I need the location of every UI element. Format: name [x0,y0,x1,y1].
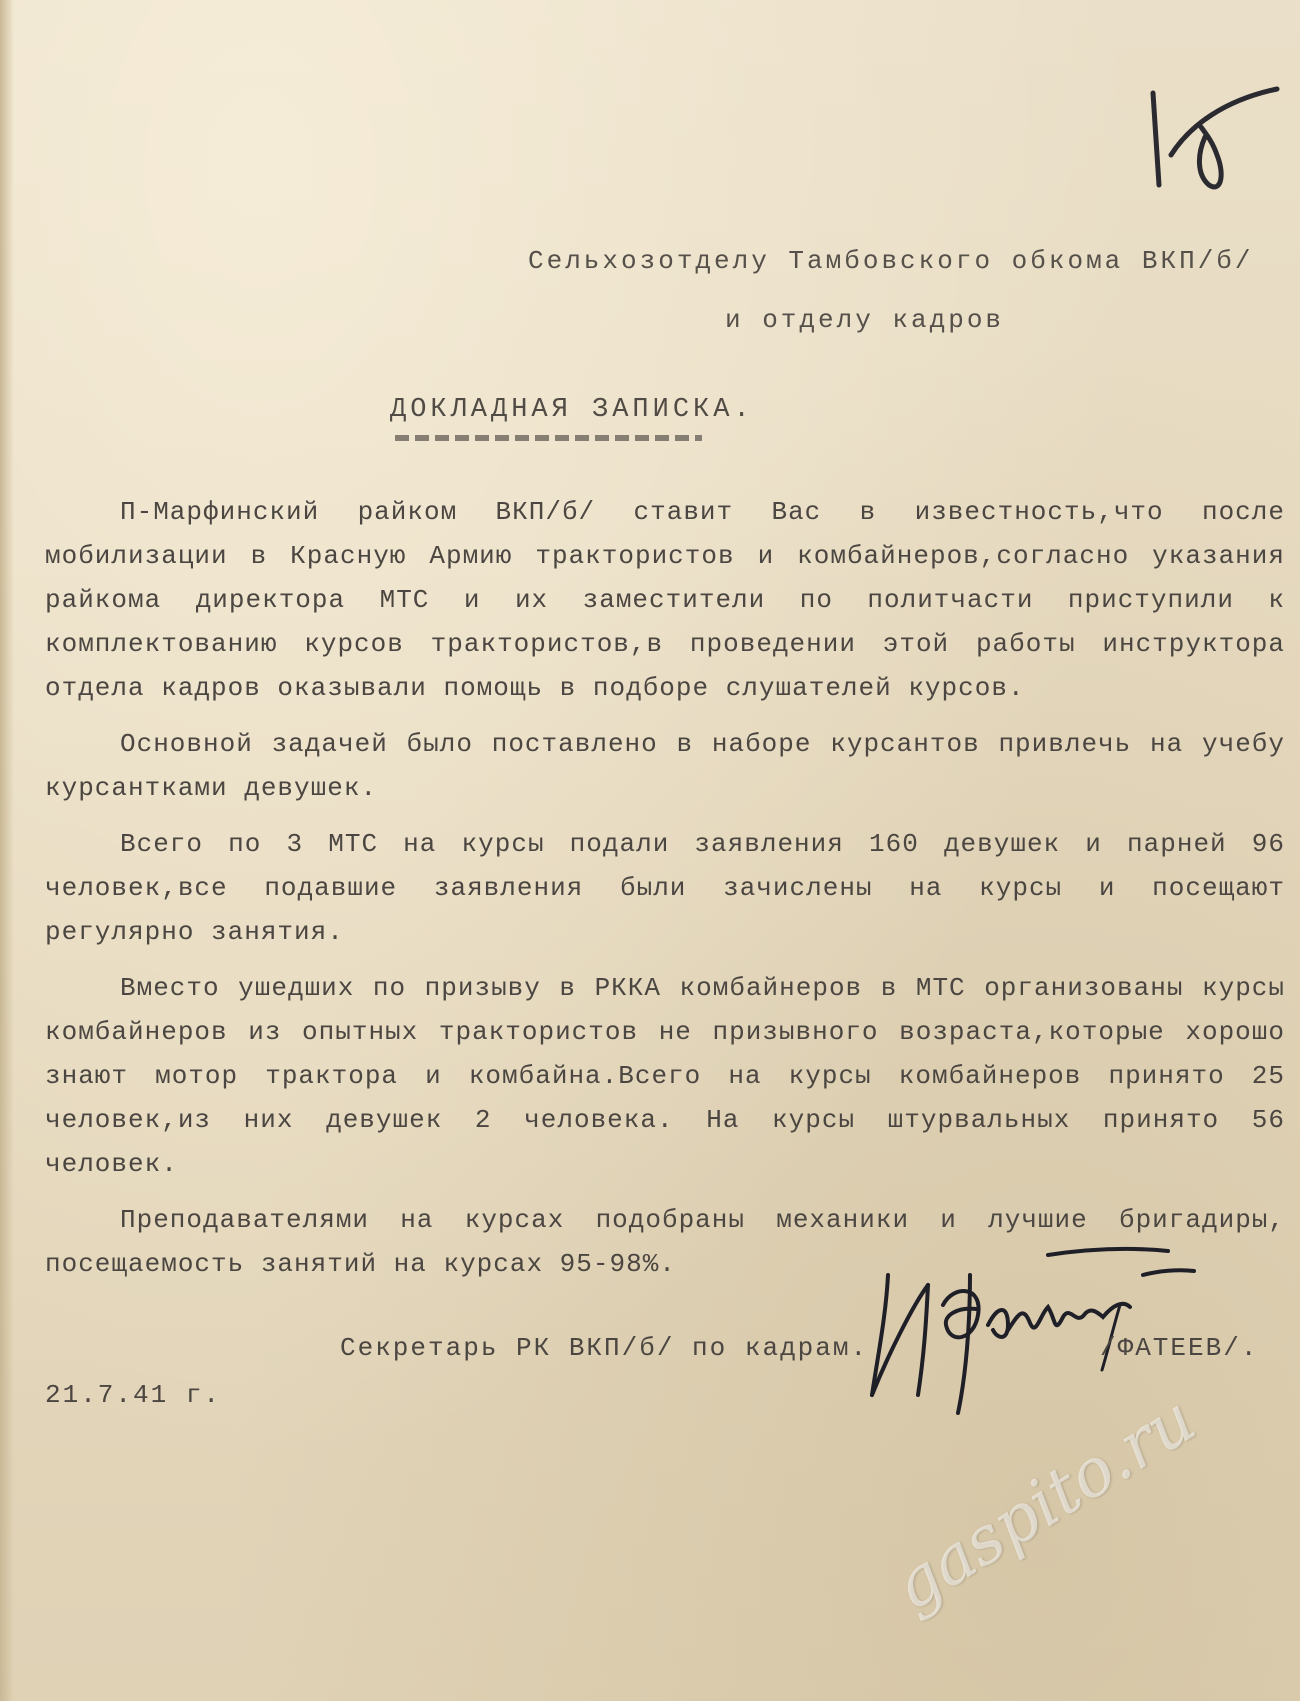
addressee-line-2: и отделу кадров [725,305,1005,335]
watermark: gaspito.ru [880,1380,1209,1626]
paper-edge [0,0,14,1701]
paragraph: Преподавателями на курсах подобраны механики и лучшие бригадиры, посещаемость занятий на курсах 95-98%. [45,1205,1285,1279]
document-date: 21.7.41 г. [45,1380,222,1410]
signature-line: Секретарь РК ВКП/б/ по кадрам. [340,1333,869,1363]
document-body [45,490,1285,1298]
handwritten-signature [858,1245,1198,1415]
paragraph: Вместо ушедших по призыву в РККА комбайнеров в МТС организованы курсы комбайнеров из опытных трактористов не призывного возраста,которые хорошо знают мотор трактора и комбайна.Всего на курсы комбайнеров принято 25 человек,из них девушек 2 человека. На курсы штурвальных принято 56 человек. [45,973,1285,1179]
signatory-name: /ФАТЕЕВ/. [1100,1333,1259,1363]
title-underline [395,435,702,441]
paragraph: Всего по 3 МТС на курсы подали заявления 160 девушек и парней 96 человек,все подавшие заявления были зачислены на курсы и посещают регулярно занятия. [45,829,1285,947]
folio-number-handwritten [1135,85,1285,200]
document-title: ДОКЛАДНАЯ ЗАПИСКА. [390,395,754,425]
paragraph: П-Марфинский райком ВКП/б/ ставит Вас в известность,что после мобилизации в Красную Армию трактористов и комбайнеров,согласно указания райкома директора МТС и их заместители по политчасти приступили к комплектованию курсов трактористов,в проведении этой работы инструктора отдела кадров оказывали помощь в подборе слушателей курсов. [45,497,1285,703]
paragraph: Основной задачей было поставлено в наборе курсантов привлечь на учебу курсантками девушек. [45,729,1285,803]
addressee-line-1: Сельхозотделу Тамбовского обкома ВКП/б/ [528,246,1254,276]
